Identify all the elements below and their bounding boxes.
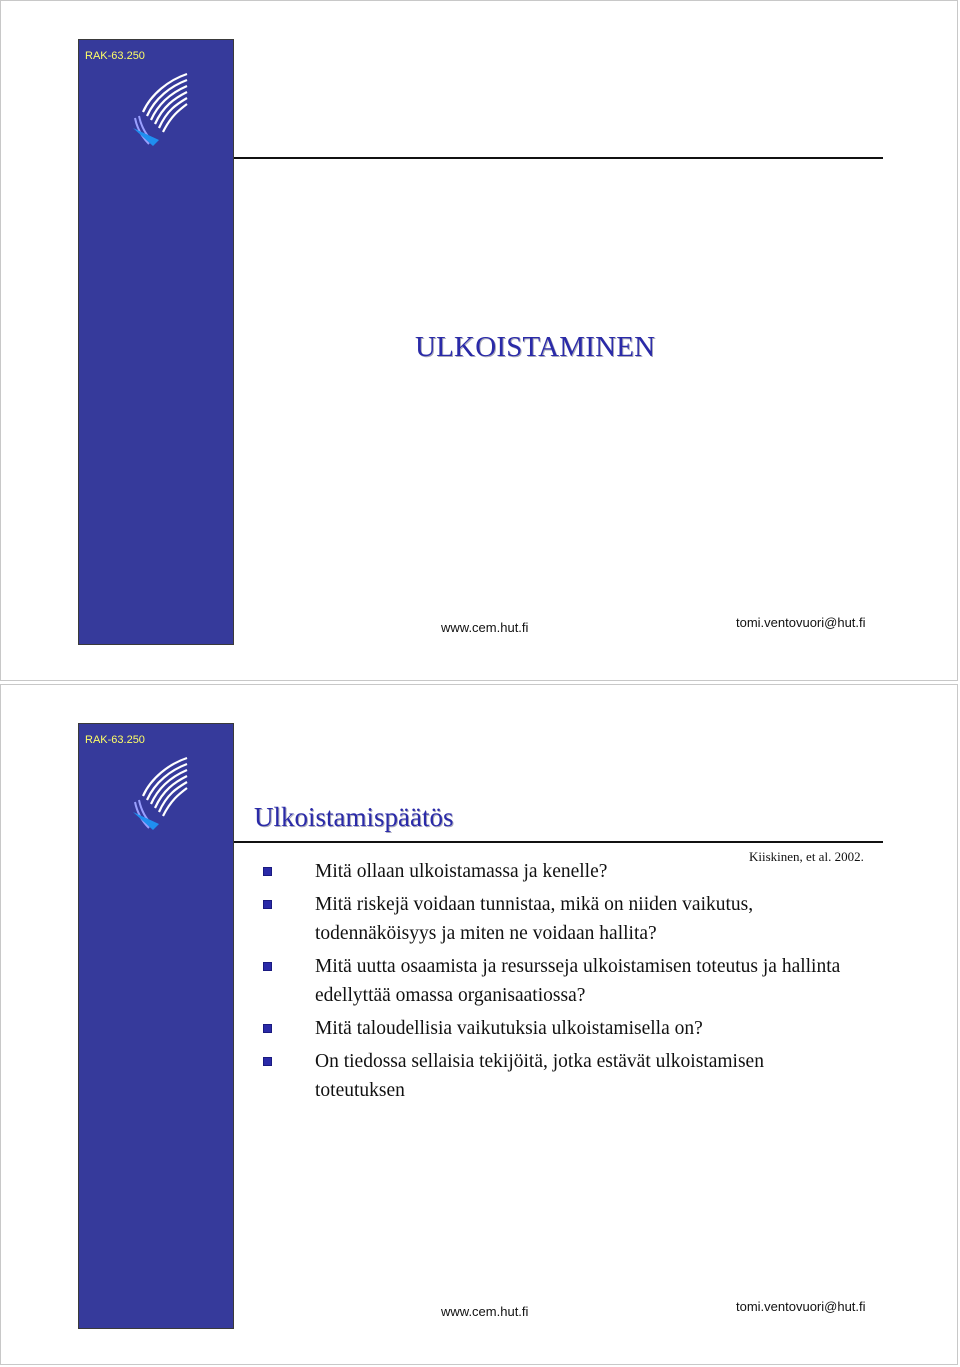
university-logo-icon [129,70,191,150]
list-item [263,890,843,948]
bullet-text: Mitä ollaan ulkoistamassa ja kenelle? [315,861,608,882]
slide-title: ULKOISTAMINEN [415,331,656,363]
header-divider [234,841,883,843]
bullet-text: Mitä taloudellisia vaikutuksia ulkoistamisella on? [315,1018,703,1039]
sidebar-panel [78,39,234,645]
list-item [263,857,843,886]
course-code: RAK-63.250 [85,50,145,62]
square-bullet-icon [263,962,272,971]
square-bullet-icon [263,867,272,876]
square-bullet-icon [263,900,272,909]
footer-email: tomi.ventovuori@hut.fi [736,1299,866,1314]
footer-email: tomi.ventovuori@hut.fi [736,615,866,630]
footer-website: www.cem.hut.fi [441,620,529,635]
header-divider [234,157,883,159]
footer-website: www.cem.hut.fi [441,1304,529,1319]
square-bullet-icon [263,1024,272,1033]
slide-2 [0,684,958,1365]
bullet-text: Mitä riskejä voidaan tunnistaa, mikä on niiden vaikutus, todennäköisyys ja miten ne voidaan hallita? [315,894,754,944]
bullet-text: On tiedossa sellaisia tekijöitä, jotka estävät ulkoistamisen toteutuksen [315,1051,764,1101]
bullet-list [263,857,843,1109]
citation: Kiiskinen, et al. 2002. [749,849,864,864]
university-logo-icon [129,754,191,834]
square-bullet-icon [263,1057,272,1066]
slide-1 [0,0,958,681]
list-item [263,1047,843,1105]
slide-title: Ulkoistamispäätös [254,802,454,832]
course-code: RAK-63.250 [85,734,145,746]
sidebar-panel [78,723,234,1329]
bullet-text: Mitä uutta osaamista ja resursseja ulkoistamisen toteutus ja hallinta edellyttää omassa organisaatiossa? [315,956,841,1006]
list-item [263,952,843,1010]
list-item [263,1014,843,1043]
